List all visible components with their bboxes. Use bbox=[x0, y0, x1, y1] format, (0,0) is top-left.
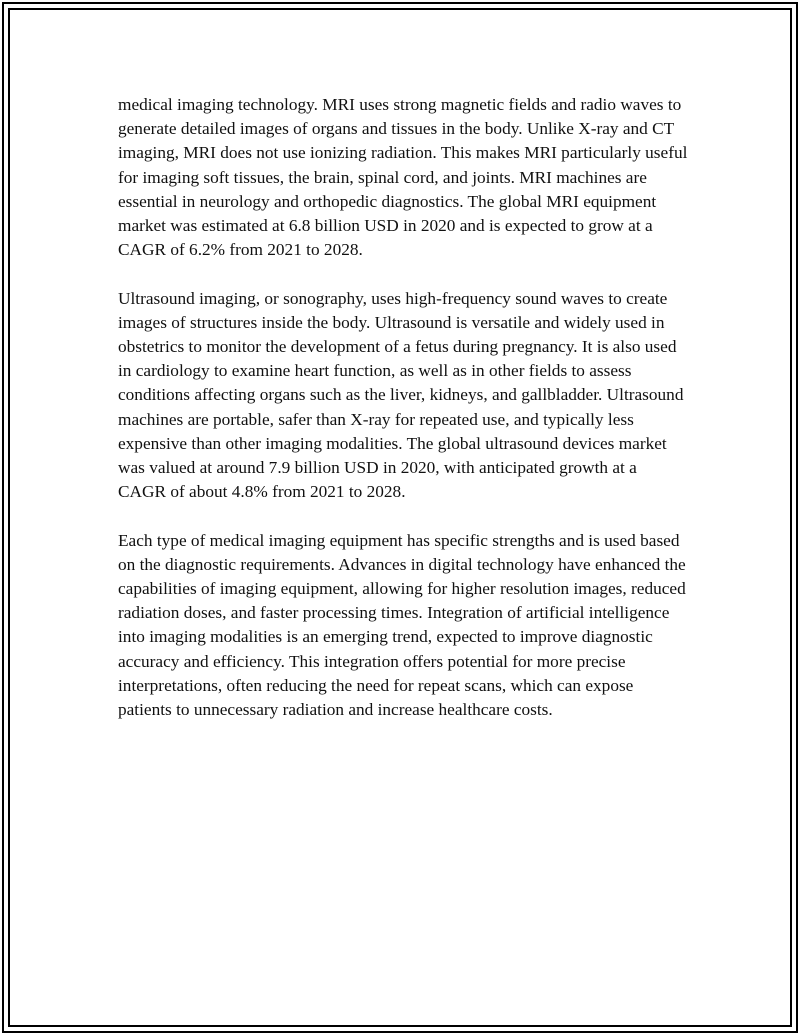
paragraph-ultrasound: Ultrasound imaging, or sonography, uses high-frequency sound waves to create images of structures inside the body. Ultrasound is versatile and widely used in obstetrics to monitor the development of a fetus during pregnancy. It is also used in cardiology to examine heart function, as well as in other fields to assess conditions affecting organs such as the liver, kidneys, and gallbladder. Ultrasound machines are portable, safer than X-ray for repeated use, and typically less expensive than other imaging modalities. The global ultrasound devices market was valued at around 7.9 billion USD in 2020, with anticipated growth at a CAGR of about 4.8% from 2021 to 2028. bbox=[118, 288, 684, 502]
paragraph-mri: medical imaging technology. MRI uses strong magnetic fields and radio waves to generate detailed images of organs and tissues in the body. Unlike X-ray and CT imaging, MRI does not use ionizing radiation. This makes MRI particularly useful for imaging soft tissues, the brain, spinal cord, and joints. MRI machines are essential in neurology and orthopedic diagnostics. The global MRI equipment market was estimated at 6.8 billion USD in 2020 and is expected to grow at a CAGR of 6.2% from 2021 to 2028. bbox=[118, 95, 688, 260]
document-body bbox=[118, 93, 688, 746]
paragraph-summary: Each type of medical imaging equipment has specific strengths and is used based on the diagnostic requirements. Advances in digital technology have enhanced the capabilities of imaging equipment, allowing for higher resolution images, reduced radiation doses, and faster processing times. Integration of artificial intelligence into imaging modalities is an emerging trend, expected to improve diagnostic accuracy and efficiency. This integration offers potential for more precise interpretations, often reducing the need for repeat scans, which can expose patients to unnecessary radiation and increase healthcare costs. bbox=[118, 530, 686, 720]
